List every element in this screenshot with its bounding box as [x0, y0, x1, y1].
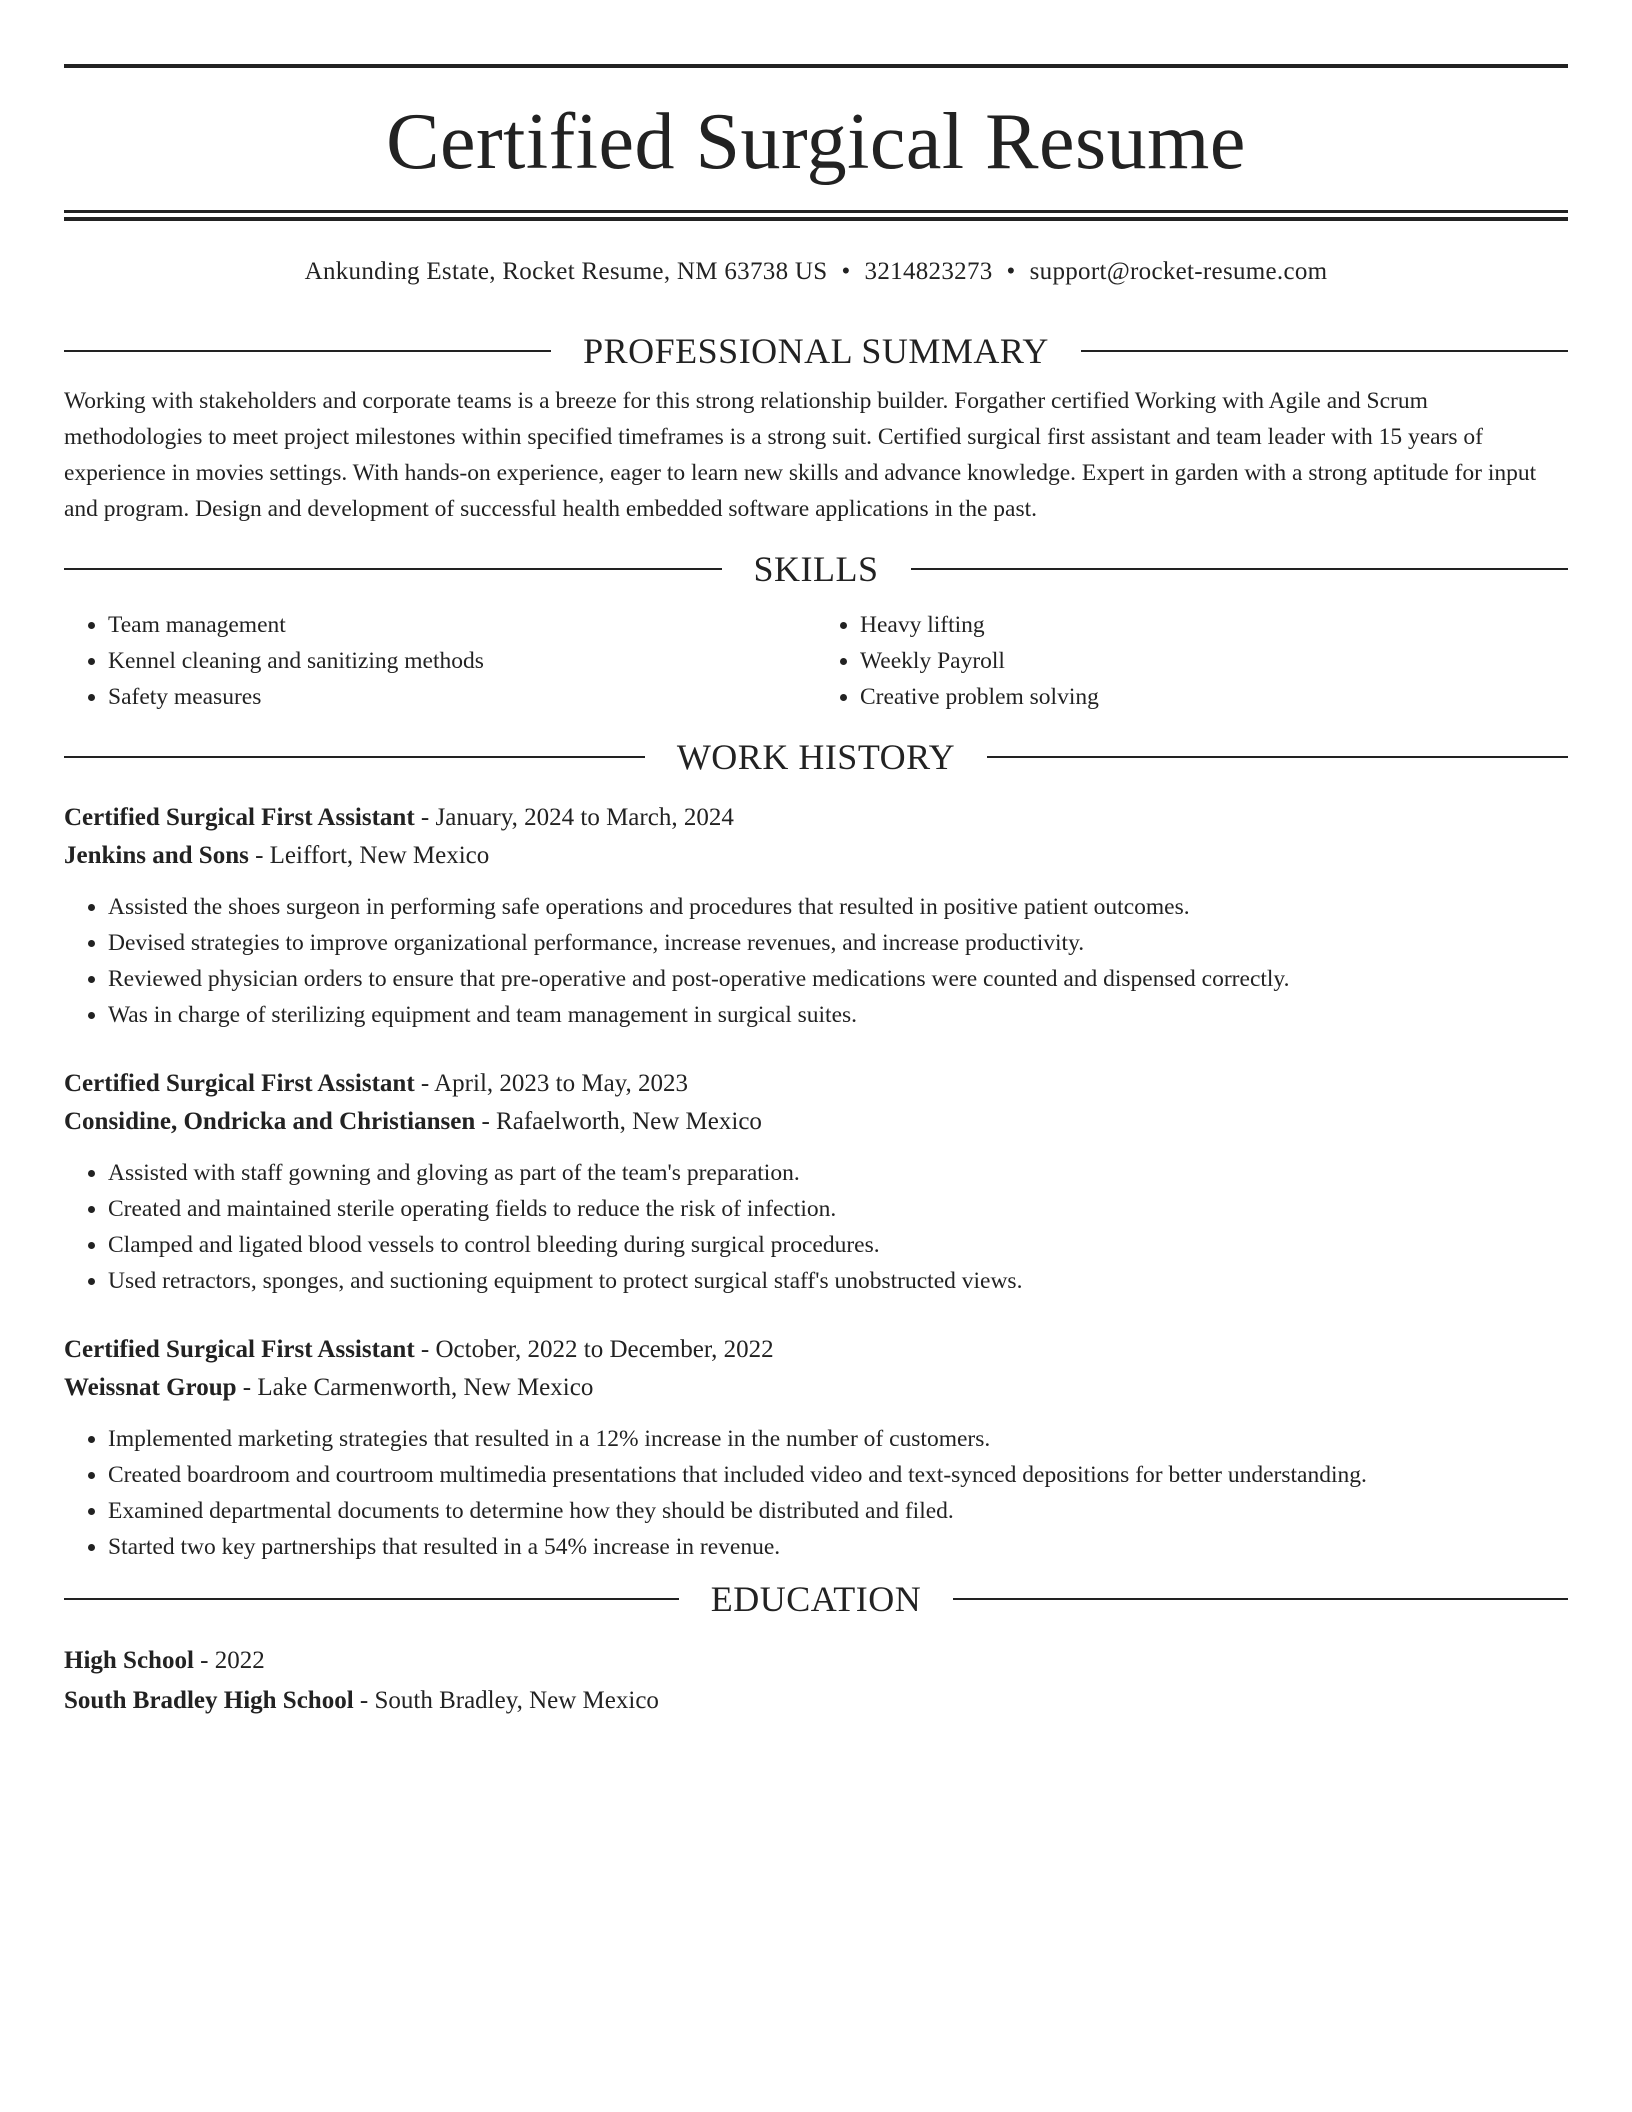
- job-company: Weissnat Group: [64, 1374, 237, 1401]
- education-school: South Bradley High School: [64, 1687, 354, 1714]
- contact-separator: •: [1006, 258, 1016, 285]
- job-location: - Leiffort, New Mexico: [248, 842, 490, 869]
- section-title: EDUCATION: [710, 1579, 922, 1619]
- job-entry: [64, 1065, 1568, 1299]
- job-title: Certified Surgical First Assistant: [64, 1070, 415, 1097]
- skill-item: • Kennel cleaning and sanitizing methods: [108, 643, 816, 679]
- section-title: PROFESSIONAL SUMMARY: [583, 331, 1049, 371]
- job-title: Certified Surgical First Assistant: [64, 804, 415, 831]
- job-bullet: • Reviewed physician orders to ensure that pre-operative and post-operative medications were counted and dispensed correctly.: [108, 961, 1568, 997]
- job-bullet: • Created boardroom and courtroom multimedia presentations that included video and text-synced depositions for better understanding.: [108, 1457, 1568, 1493]
- work-heading: [64, 737, 1568, 777]
- skills-column-left: [64, 607, 816, 715]
- heading-rule-right: [911, 568, 1569, 570]
- contact-email: support@rocket-resume.com: [1029, 258, 1328, 285]
- heading-rule-left: [64, 350, 551, 352]
- skills-list: [64, 607, 1568, 715]
- skills-heading: [64, 549, 1568, 589]
- job-dates: - October, 2022 to December, 2022: [414, 1336, 774, 1363]
- job-bullet: • Assisted the shoes surgeon in performing safe operations and procedures that resulted in positive patient outcomes.: [108, 889, 1568, 925]
- heading-rule-left: [64, 756, 645, 758]
- job-title-line: [64, 1331, 1568, 1369]
- job-bullet: • Examined departmental documents to determine how they should be distributed and filed.: [108, 1493, 1568, 1529]
- job-title: Certified Surgical First Assistant: [64, 1336, 415, 1363]
- title-double-rule: [64, 210, 1568, 221]
- job-bullet: • Assisted with staff gowning and gloving as part of the team's preparation.: [108, 1155, 1568, 1191]
- job-bullet: • Devised strategies to improve organizational performance, increase revenues, and increase productivity.: [108, 925, 1568, 961]
- education-degree-line: [64, 1641, 1568, 1681]
- education-location: - South Bradley, New Mexico: [353, 1687, 659, 1714]
- heading-rule-left: [64, 568, 722, 570]
- job-dates: - April, 2023 to May, 2023: [414, 1070, 689, 1097]
- skills-column-right: [816, 607, 1568, 715]
- education-year: - 2022: [193, 1647, 265, 1674]
- top-rule: [64, 64, 1568, 68]
- job-bullets: [64, 1421, 1568, 1565]
- contact-phone: 3214823273: [864, 258, 993, 285]
- job-company-line: [64, 1369, 1568, 1407]
- skill-item: • Team management: [108, 607, 816, 643]
- section-title: WORK HISTORY: [676, 737, 956, 777]
- job-location: - Rafaelworth, New Mexico: [475, 1108, 762, 1135]
- job-dates: - January, 2024 to March, 2024: [414, 804, 734, 831]
- job-bullet: • Was in charge of sterilizing equipment and team management in surgical suites.: [108, 997, 1568, 1033]
- job-location: - Lake Carmenworth, New Mexico: [236, 1374, 594, 1401]
- skill-item: • Creative problem solving: [860, 679, 1568, 715]
- education-heading: [64, 1579, 1568, 1619]
- contact-address: Ankunding Estate, Rocket Resume, NM 63738 US: [304, 258, 828, 285]
- resume-page: [64, 0, 1568, 1721]
- job-company: Considine, Ondricka and Christiansen: [64, 1108, 476, 1135]
- job-bullets: [64, 1155, 1568, 1299]
- job-title-line: [64, 799, 1568, 837]
- heading-rule-right: [1081, 350, 1568, 352]
- heading-rule-right: [987, 756, 1568, 758]
- skill-item: • Heavy lifting: [860, 607, 1568, 643]
- education-school-line: [64, 1681, 1568, 1721]
- skill-item: • Weekly Payroll: [860, 643, 1568, 679]
- heading-rule-right: [953, 1598, 1568, 1600]
- heading-rule-left: [64, 1598, 679, 1600]
- education-entry: [64, 1641, 1568, 1721]
- job-bullet: • Used retractors, sponges, and suctioning equipment to protect surgical staff's unobstructed views.: [108, 1263, 1568, 1299]
- job-company: Jenkins and Sons: [64, 842, 249, 869]
- contact-separator: •: [841, 258, 851, 285]
- job-company-line: [64, 1103, 1568, 1141]
- job-company-line: [64, 837, 1568, 875]
- job-entry: [64, 1331, 1568, 1565]
- job-bullets: [64, 889, 1568, 1033]
- resume-title: Certified Surgical Resume: [386, 98, 1246, 186]
- job-entry: [64, 799, 1568, 1033]
- job-bullet: • Started two key partnerships that resulted in a 54% increase in revenue.: [108, 1529, 1568, 1565]
- summary-heading: [64, 331, 1568, 371]
- job-bullet: • Clamped and ligated blood vessels to control bleeding during surgical procedures.: [108, 1227, 1568, 1263]
- skill-item: • Safety measures: [108, 679, 816, 715]
- job-bullet: • Created and maintained sterile operating fields to reduce the risk of infection.: [108, 1191, 1568, 1227]
- contact-line: [64, 257, 1568, 287]
- summary-text: Working with stakeholders and corporate teams is a breeze for this strong relationship builder. Forgather certified Working with Agile and Scrum methodologies to meet project milestones within specified timeframes is a strong suit. Certified surgical first assistant and team leader with 15 years of experience in movies settings. With hands-on experience, eager to learn new skills and advance knowledge. Expert in garden with a strong aptitude for input and program. Design and development of successful health embedded software applications in the past.: [64, 388, 1537, 522]
- section-title: SKILLS: [753, 549, 879, 589]
- job-bullet: • Implemented marketing strategies that resulted in a 12% increase in the number of customers.: [108, 1421, 1568, 1457]
- job-title-line: [64, 1065, 1568, 1103]
- education-degree: High School: [64, 1647, 194, 1674]
